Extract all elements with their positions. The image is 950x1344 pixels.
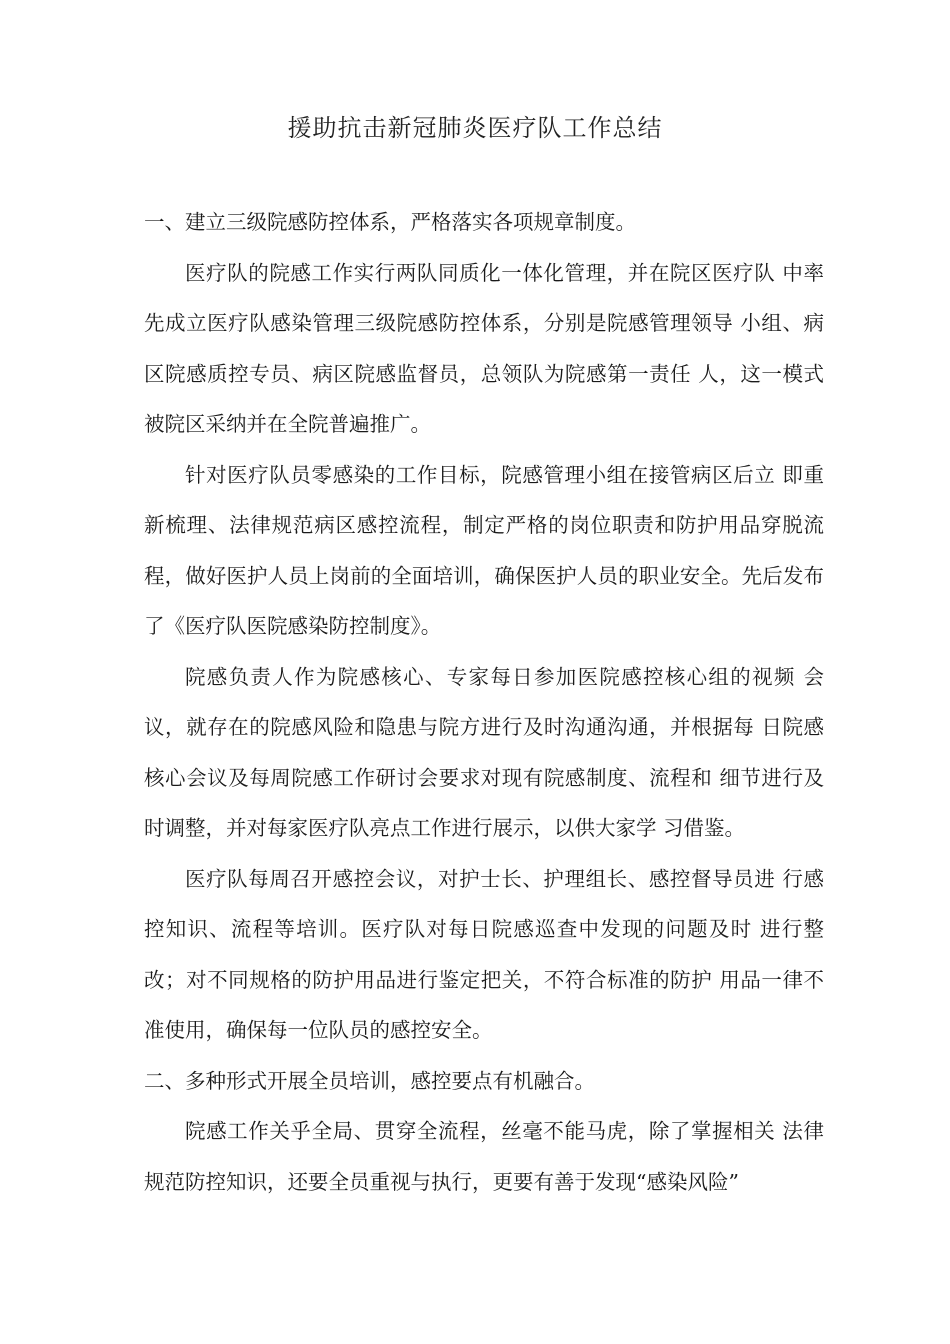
- paragraph-5: 院感工作关乎全局、贯穿全流程，丝毫不能马虎，除了掌握相关 法律规范防控知识，还要全员重视与执行，更要有善于发现“感染风险”: [144, 1119, 824, 1194]
- paragraph-1: 医疗队的院感工作实行两队同质化一体化管理，并在院区医疗队 中率先成立医疗队感染管理三级院感防控体系，分别是院感管理领导 小组、病区院感质控专员、病区院感监督员，总领队为院感第一责任 人，这一模式被院区采纳并在全院普遍推广。: [144, 260, 824, 436]
- document-title: 援助抗击新冠肺炎医疗队工作总结: [287, 114, 663, 142]
- section-heading-2: 二、多种形式开展全员培训，感控要点有机融合。: [144, 1068, 595, 1093]
- paragraph-4: 医疗队每周召开感控会议，对护士长、护理组长、感控督导员进 行感控知识、流程等培训。医疗队对每日院感巡查中发现的问题及时 进行整改；对不同规格的防护用品进行鉴定把关，不符合标准的防护 用品一律不准使用，确保每一位队员的感控安全。: [144, 866, 824, 1042]
- paragraph-3: 院感负责人作为院感核心、专家每日参加医院感控核心组的视频 会议，就存在的院感风险和隐患与院方进行及时沟通沟通，并根据每 日院感核心会议及每周院感工作研讨会要求对现有院感制度、流程和 细节进行及时调整，并对每家医疗队亮点工作进行展示，以供大家学 习借鉴。: [144, 664, 824, 840]
- document-body: [144, 197, 824, 1207]
- paragraph-2: 针对医疗队员零感染的工作目标，院感管理小组在接管病区后立 即重新梳理、法律规范病区感控流程，制定严格的岗位职责和防护用品穿脱流程，做好医护人员上岗前的全面培训，确保医护人员的职业安全。先后发布了《医疗队医院感染防控制度》。: [144, 462, 824, 638]
- section-heading-1: 一、建立三级院感防控体系，严格落实各项规章制度。: [144, 210, 636, 234]
